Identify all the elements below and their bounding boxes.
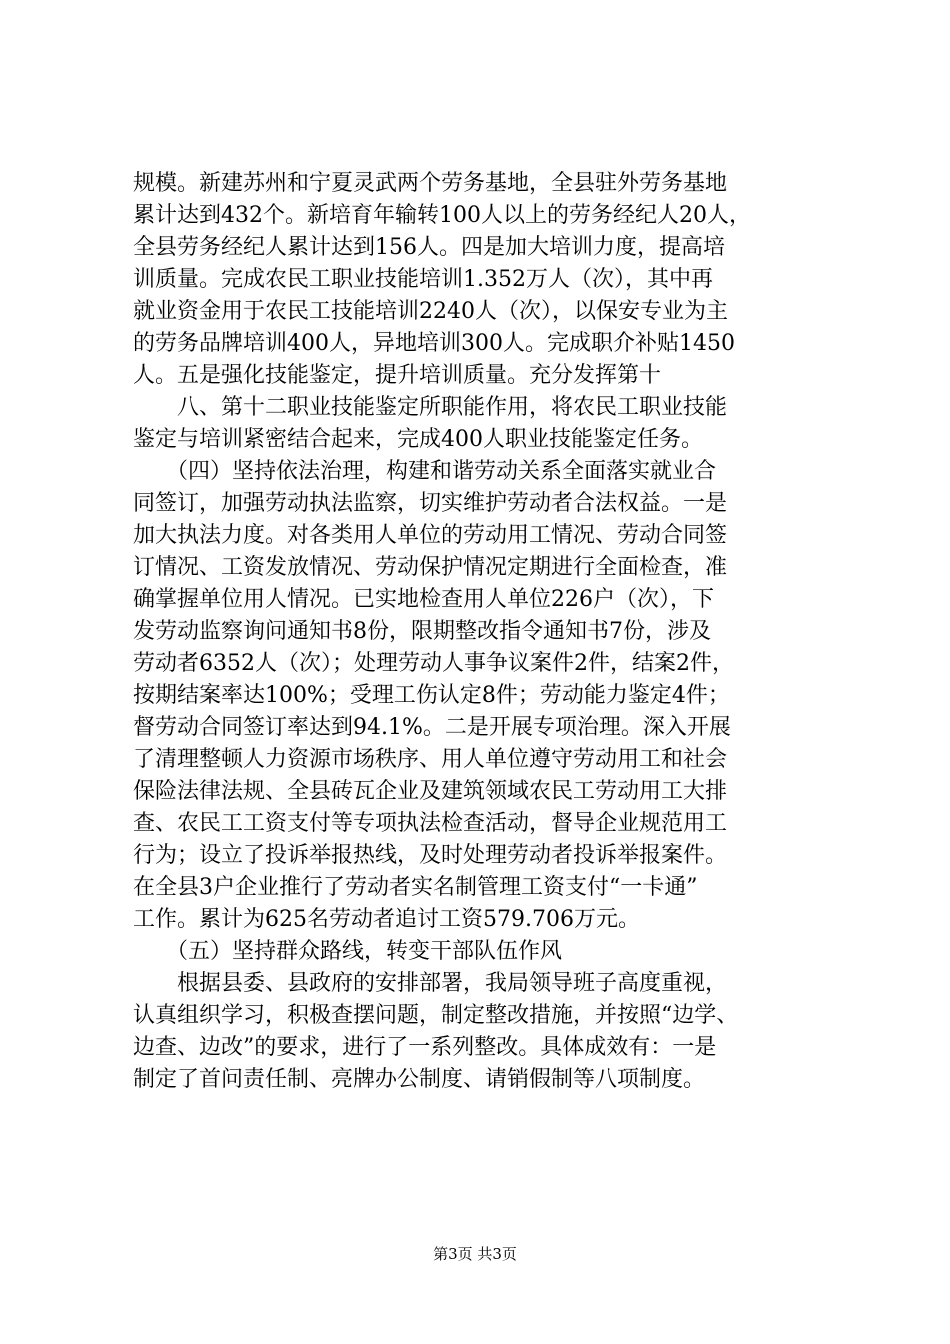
text-line: 查、农民工工资支付等专项执法检查活动，督导企业规范用工	[133, 811, 728, 836]
text-line: 劳动者6352人（次）；处理劳动人事争议案件2件，结案2件，	[133, 651, 734, 676]
text-line: 发劳动监察询问通知书8份，限期整改指令通知书7份，涉及	[133, 619, 711, 644]
text-line: 人。五是强化技能鉴定，提升培训质量。充分发挥第十	[133, 363, 662, 388]
text-line: 在全县3户企业推行了劳动者实名制管理工资支付“一卡通”	[133, 875, 698, 900]
text-line: 边查、边改”的要求，进行了一系列整改。具体成效有：一是	[133, 1035, 717, 1060]
text-line: 就业资金用于农民工技能培训2240人（次），以保安专业为主	[133, 299, 728, 324]
text-line: 加大执法力度。对各类用人单位的劳动用工情况、劳动合同签	[133, 523, 728, 548]
text-line: （四）坚持依法治理，构建和谐劳动关系全面落实就业合	[133, 459, 717, 484]
text-line: 了清理整顿人力资源市场秩序、用人单位遵守劳动用工和社会	[133, 747, 728, 772]
page-footer: 第3页 共3页	[433, 1245, 517, 1263]
text-line: 行为；设立了投诉举报热线，及时处理劳动者投诉举报案件。	[133, 843, 728, 868]
text-line: 全县劳务经纪人累计达到156人。四是加大培训力度，提高培	[133, 235, 725, 260]
text-line: 鉴定与培训紧密结合起来，完成400人职业技能鉴定任务。	[133, 427, 703, 452]
text-line: 订情况、工资发放情况、劳动保护情况定期进行全面检查，准	[133, 555, 728, 580]
text-line: 保险法律法规、全县砖瓦企业及建筑领域农民工劳动用工大排	[133, 779, 728, 804]
text-line: 根据县委、县政府的安排部署，我局领导班子高度重视，	[133, 971, 728, 996]
text-line: （五）坚持群众路线，转变干部队伍作风	[133, 939, 563, 964]
document-body	[133, 168, 833, 1096]
text-line: 认真组织学习，积极查摆问题，制定整改措施，并按照“边学、	[133, 1003, 739, 1028]
text-line: 规模。新建苏州和宁夏灵武两个劳务基地，全县驻外劳务基地	[133, 171, 728, 196]
text-line: 同签订，加强劳动执法监察，切实维护劳动者合法权益。一是	[133, 491, 728, 516]
text-line: 累计达到432个。新培育年输转100人以上的劳务经纪人20人，	[133, 203, 751, 228]
text-line: 训质量。完成农民工职业技能培训1.352万人（次），其中再	[133, 267, 713, 292]
text-line: 按期结案率达100%；受理工伤认定8件；劳动能力鉴定4件；	[133, 683, 730, 708]
text-line: 制定了首问责任制、亮牌办公制度、请销假制等八项制度。	[133, 1067, 706, 1092]
text-line: 的劳务品牌培训400人，异地培训300人。完成职介补贴1450	[133, 331, 735, 356]
text-line: 工作。累计为625名劳动者追讨工资579.706万元。	[133, 907, 640, 932]
text-line: 确掌握单位用人情况。已实地检查用人单位226户（次），下	[133, 587, 714, 612]
text-line: 督劳动合同签订率达到94.1%。二是开展专项治理。深入开展	[133, 715, 731, 740]
text-line: 八、第十二职业技能鉴定所职能作用，将农民工职业技能	[133, 395, 728, 420]
